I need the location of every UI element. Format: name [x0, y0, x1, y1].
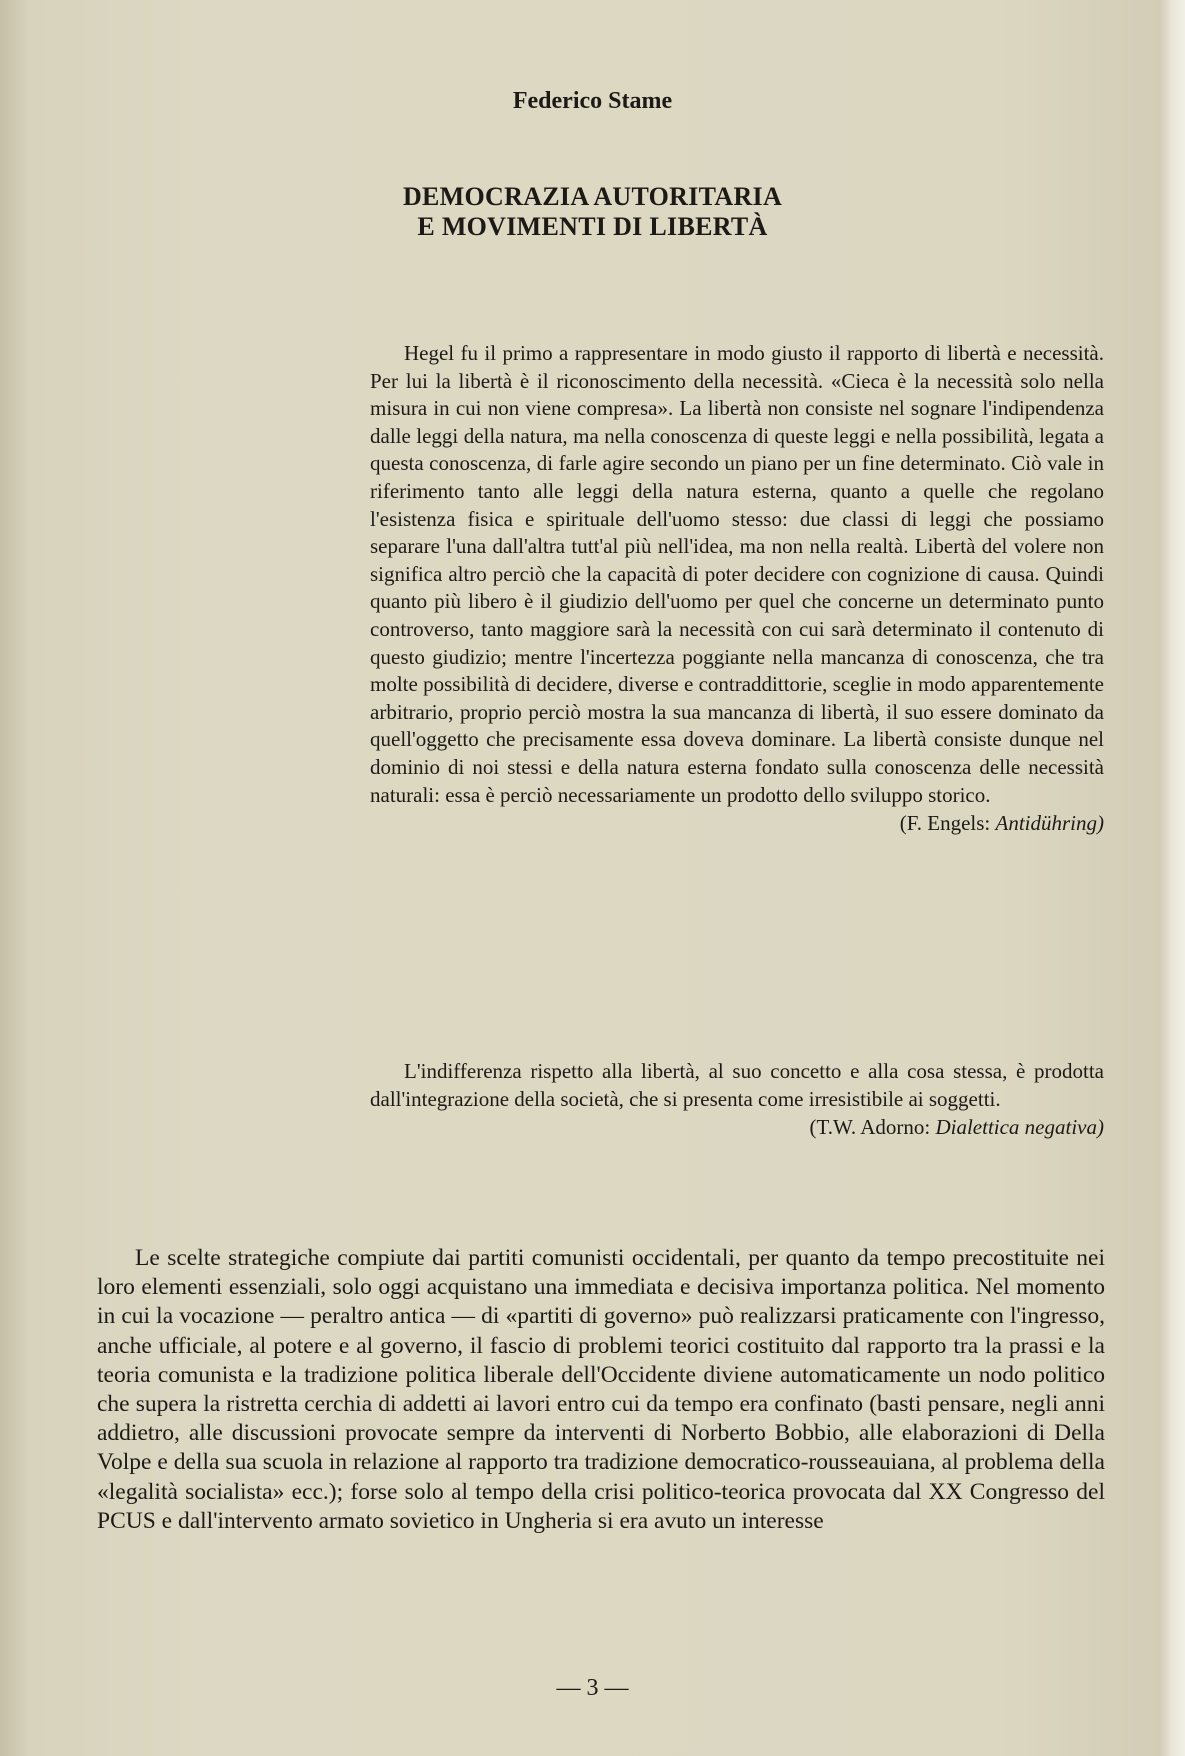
epigraph-citation — [370, 810, 1104, 838]
page-number: — 3 — — [556, 1675, 629, 1701]
epigraph-text: L'indifferenza rispetto alla libertà, al suo concetto e alla cosa stessa, è prodotta dall'integrazione della società, che si presenta come irresistibile ai soggetti. — [370, 1059, 1104, 1111]
epigraph-adorno — [370, 1058, 1104, 1142]
citation-author: (F. Engels: — [899, 811, 996, 836]
epigraph-text: Hegel fu il primo a rappresentare in modo giusto il rapporto di libertà e necessità. Per lui la libertà è il riconoscimento della necessità. «Cieca è la necessità solo nella misura in cui non viene compresa». La libertà non consiste nel sognare l'indipendenza dalle leggi della natura, ma nella conoscenza di queste leggi e nella possibilità, legata a questa conoscenza, di farle agire secondo un piano per un fine determinato. Ciò vale in riferimento tanto alle leggi della natura esterna, quanto a quelle che regolano l'esistenza fisica e spirituale dell'uomo stesso: due classi di leggi che possiamo separare l'una dall'altra tutt'al più nell'idea, ma non nella realtà. Libertà del volere non significa altro perciò che la capacità di poter decidere con cognizione di causa. Quindi quanto più libero è il giudizio dell'uomo per quel che concerne un determinato punto controverso, tanto maggiore sarà la necessità con cui sarà determinato il contenuto di questo giudizio; mentre l'incertezza poggiante nella mancanza di conoscenza, che tra molte possibilità di decidere, diverse e contraddittorie, sceglie in modo apparentemente arbitrario, proprio perciò mostra la sua mancanza di libertà, il suo essere dominato da quell'oggetto che precisamente essa doveva dominare. La libertà consiste dunque nel dominio di noi stessi e della natura esterna fondato sulla conoscenza delle necessità naturali: essa è perciò necessariamente un prodotto dello sviluppo storico. — [370, 341, 1104, 807]
epigraph-citation — [370, 1114, 1104, 1142]
epigraph-engels — [370, 340, 1104, 838]
citation-author: (T.W. Adorno: — [809, 1115, 936, 1140]
body-paragraph: Le scelte strategiche compiute dai partiti comunisti occidentali, per quanto da tempo precostituite nei loro elementi essenziali, solo oggi acquistano una immediata e decisiva importanza politica. Nel momento in cui la vocazione — peraltro antica — di «partiti di governo» può realizzarsi praticamente con l'ingresso, anche ufficiale, al potere e al governo, il fascio di problemi teorici costituito dal rapporto tra la prassi e la teoria comunista e la tradizione politica liberale dell'Occidente diviene automaticamente un nodo politico che supera la ristretta cerchia di addetti ai lavori entro cui da tempo era confinato (basti pensare, negli anni addietro, alle discussioni provocate sempre da interventi di Norberto Bobbio, alle elaborazioni di Della Volpe e della sua scuola in relazione al rapporto tra tradizione democratico-rousseauiana, al problema della «legalità socialista» ecc.); forse solo al tempo della crisi politico-teorica provocata dal XX Congresso del PCUS e dall'intervento armato sovietico in Ungheria si era avuto un interesse — [97, 1245, 1105, 1534]
body-text — [97, 1244, 1105, 1536]
article-title — [0, 182, 1185, 242]
citation-source: Dialettica negativa) — [935, 1115, 1104, 1140]
title-line-1: DEMOCRAZIA AUTORITARIA — [402, 182, 783, 211]
author-name: Federico Stame — [512, 88, 673, 114]
citation-source: Antidühring) — [995, 811, 1104, 836]
title-line-2: E MOVIMENTI DI LIBERTÀ — [417, 212, 768, 241]
